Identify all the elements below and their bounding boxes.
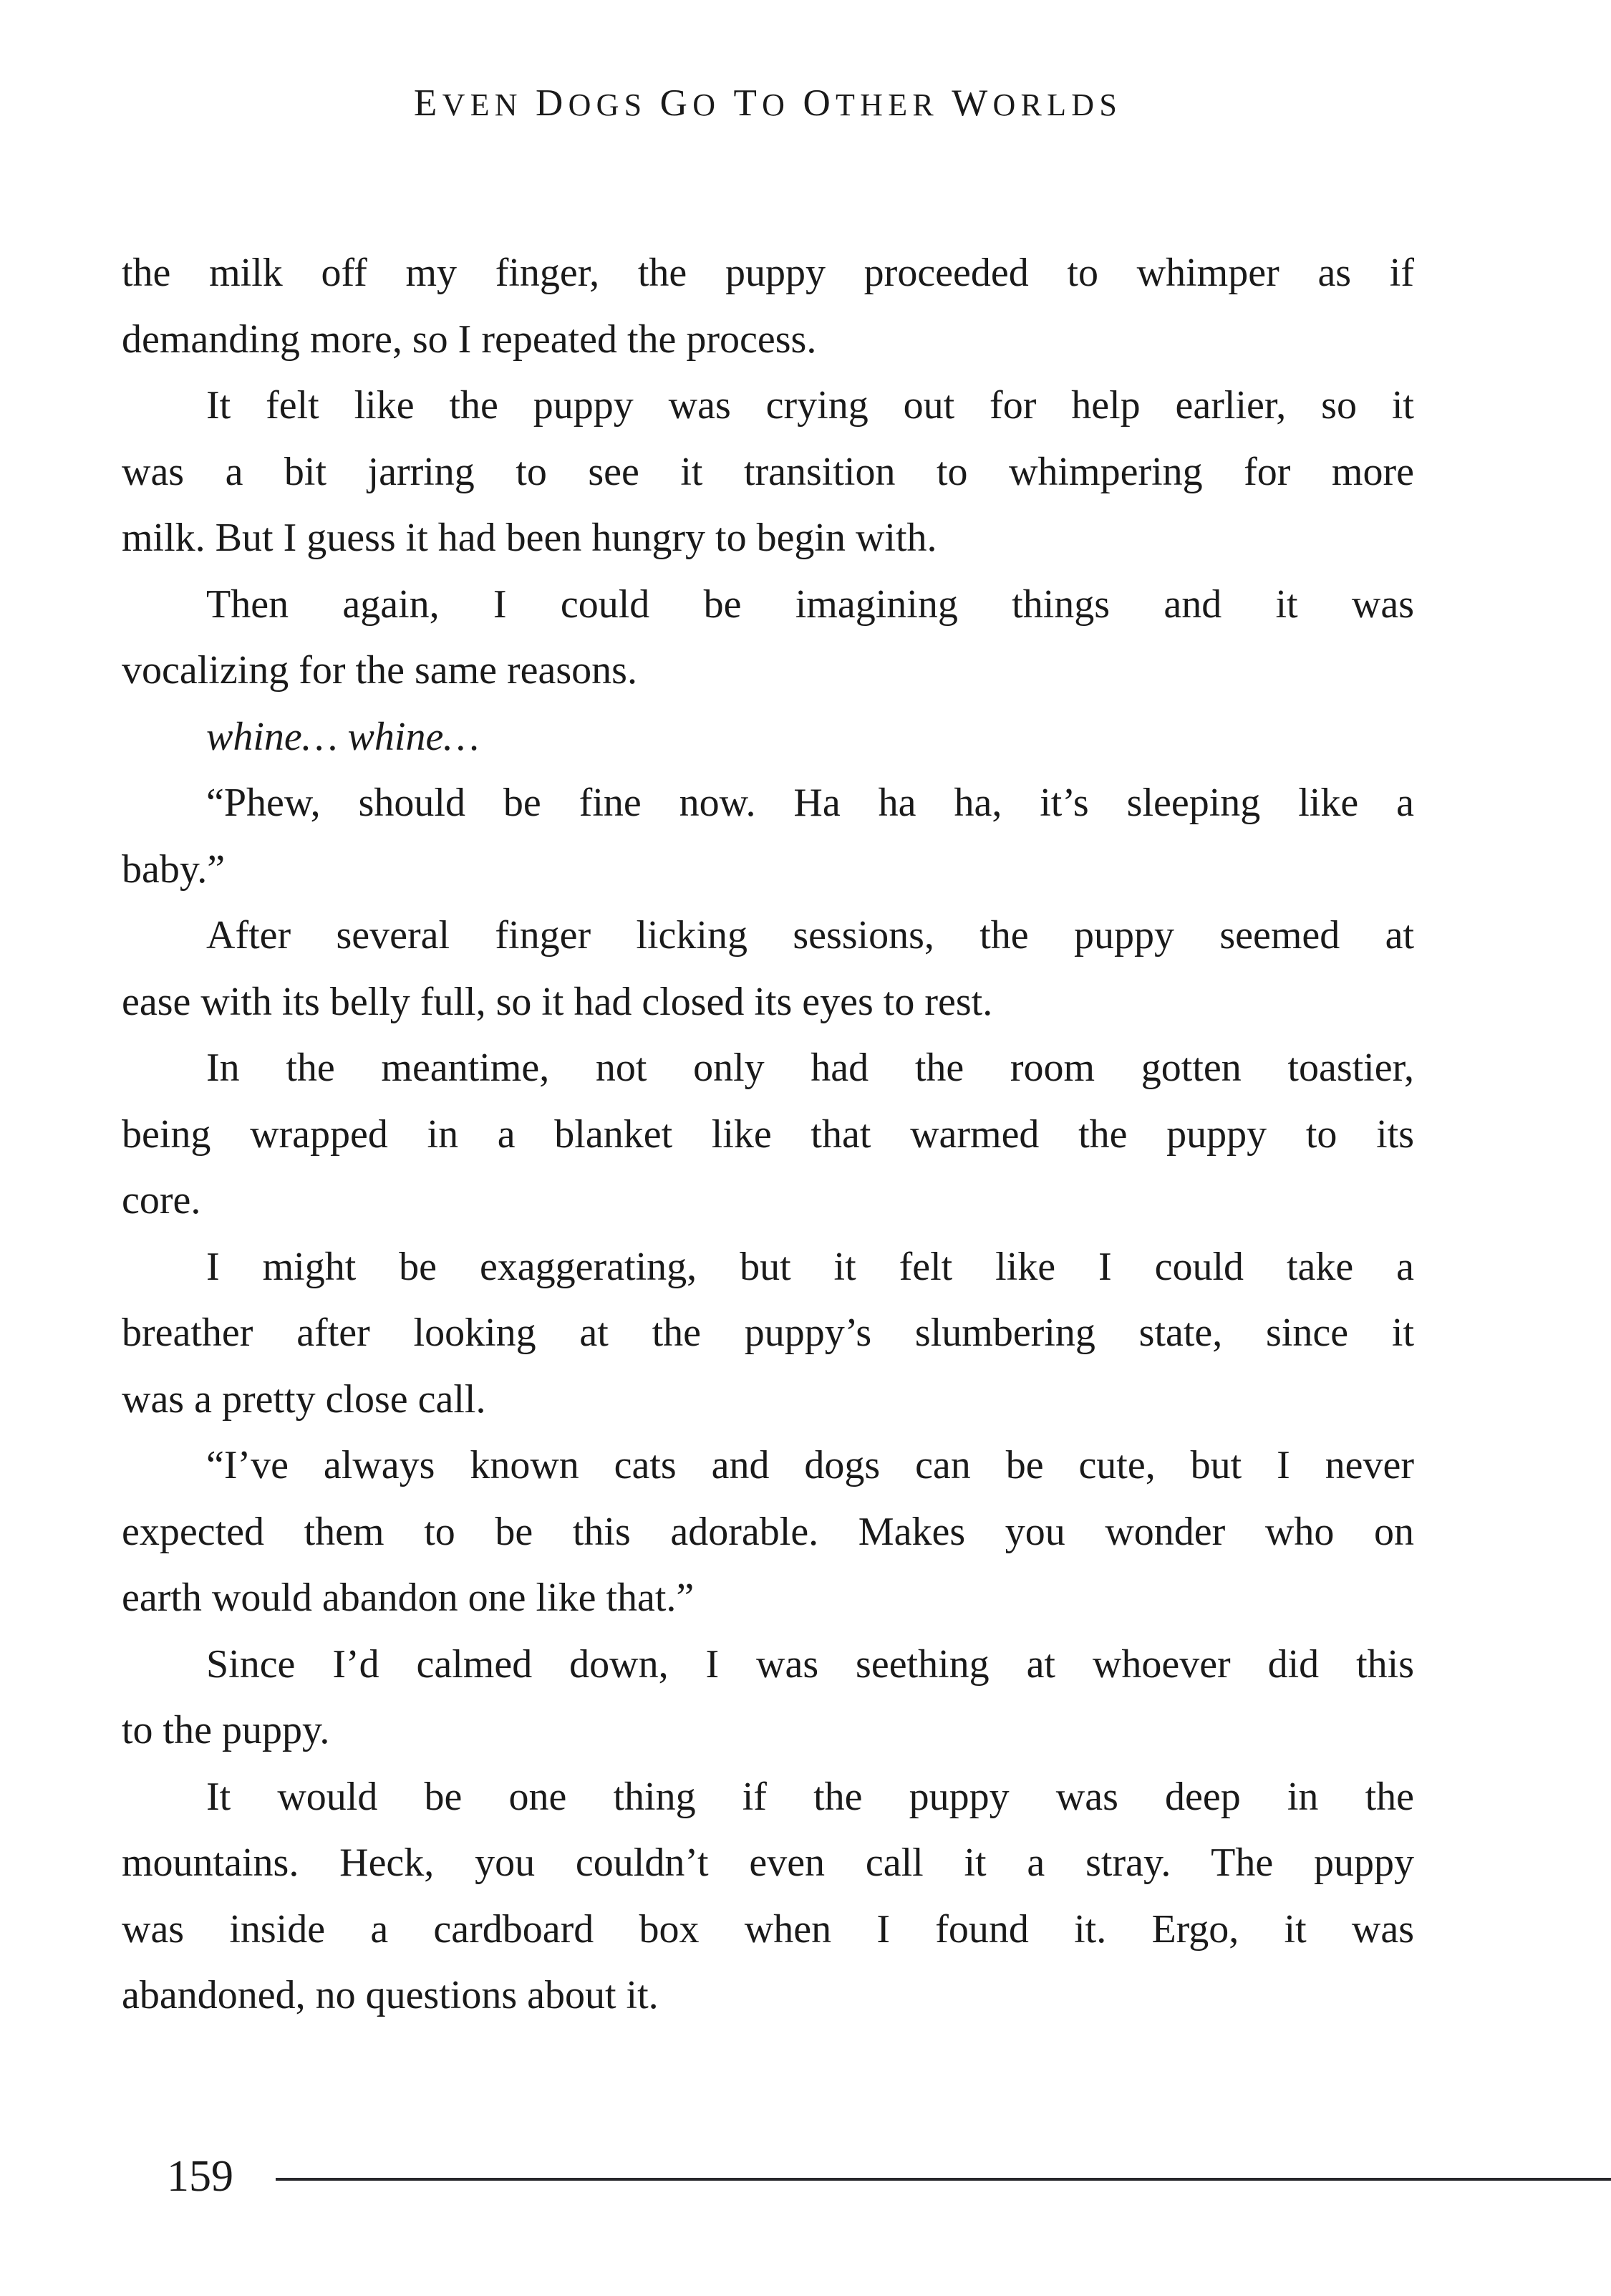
text-line: breather after looking at the puppy’s slumbering state, since it	[122, 1311, 1414, 1355]
text-line: In the meantime, not only had the room gotten toastier,	[206, 1046, 1414, 1090]
text-line: demanding more, so I repeated the process.	[122, 317, 817, 362]
page-text	[122, 240, 1414, 2029]
text-line: being wrapped in a blanket like that warmed the puppy to its	[122, 1111, 1414, 1157]
text-line: was a pretty close call.	[122, 1376, 486, 1422]
text-line: Then again, I could be imagining things and it was	[206, 582, 1414, 627]
text-line: whine… whine…	[206, 714, 480, 759]
header-initial-cap: O	[803, 82, 836, 124]
text-line: It felt like the puppy was crying out for help earlier, so it	[206, 383, 1414, 428]
text-line: baby.”	[122, 846, 226, 892]
text-line: abandoned, no questions about it.	[122, 1973, 659, 2017]
header-initial-cap: E	[413, 82, 442, 124]
text-line: “I’ve always known cats and dogs can be cute, but I never	[206, 1443, 1414, 1487]
footer-rule	[276, 2178, 1611, 2181]
text-line: After several finger licking sessions, the puppy seemed at	[206, 913, 1414, 958]
header-initial-cap: T	[733, 82, 763, 124]
text-line: expected them to be this adorable. Makes you wonder who on	[122, 1509, 1414, 1554]
page-number: 159	[167, 2152, 233, 2201]
text-line: earth would abandon one like that.”	[122, 1576, 695, 1620]
text-line: vocalizing for the same reasons.	[122, 648, 637, 693]
text-line: “Phew, should be fine now. Ha ha ha, it’s sleeping like a	[206, 781, 1414, 825]
text-line: was a bit jarring to see it transition to whimpering for more	[122, 449, 1414, 494]
text-line: Since I’d calmed down, I was seething at whoever did this	[206, 1641, 1414, 1687]
text-line: I might be exaggerating, but it felt like I could take a	[206, 1244, 1414, 1289]
text-line: It would be one thing if the puppy was deep in the	[206, 1774, 1414, 1819]
text-line: was inside a cardboard box when I found it. Ergo, it was	[122, 1906, 1414, 1952]
text-line: milk. But I guess it had been hungry to begin with.	[122, 516, 937, 560]
text-line: mountains. Heck, you couldn’t even call it a stray. The puppy	[122, 1841, 1414, 1885]
running-header: EVEN DOGS GO TO OTHER WORLDS	[413, 82, 1123, 124]
header-initial-cap: D	[536, 82, 569, 124]
header-initial-cap: G	[659, 82, 693, 124]
text-line: ease with its belly full, so it had closed its eyes to rest.	[122, 979, 993, 1024]
text-line: the milk off my finger, the puppy proceeded to whimper as if	[122, 251, 1414, 295]
text-line: core.	[122, 1178, 201, 1222]
text-line: to the puppy.	[122, 1708, 330, 1752]
header-initial-cap: W	[952, 82, 993, 124]
